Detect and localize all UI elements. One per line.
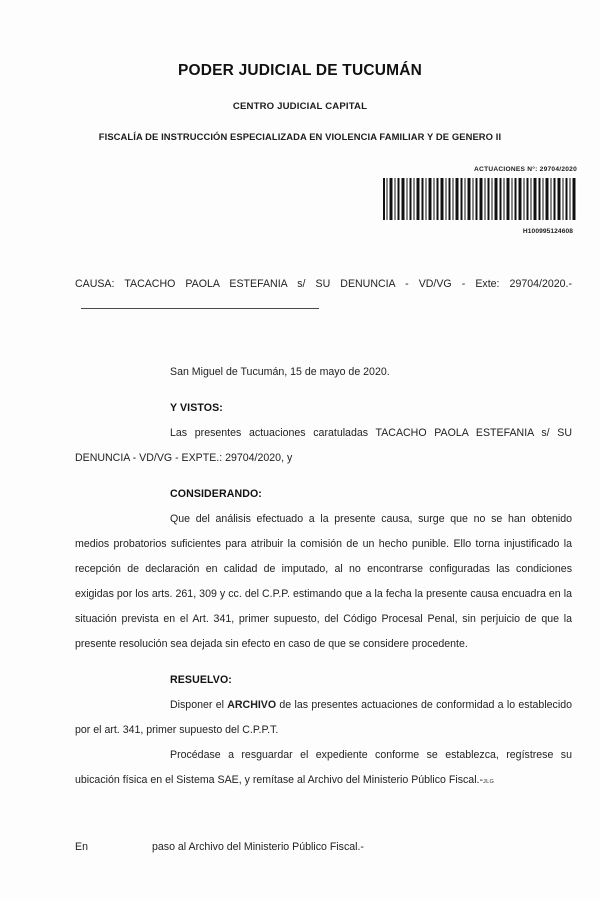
barcode-block	[367, 166, 577, 235]
footer-text: paso al Archivo del Ministerio Público Fiscal.-	[152, 841, 364, 853]
date-line: San Miguel de Tucumán, 15 de mayo de 2020.	[170, 366, 390, 378]
barcode-icon	[382, 178, 577, 220]
footer-note	[75, 838, 572, 856]
archivo-keyword: ARCHIVO	[227, 699, 277, 711]
resuelvo-paragraph	[75, 693, 572, 743]
footer-en-label: En	[75, 841, 88, 853]
resuelvo-text-post: de las presentes actuaciones de conformidad a lo establecido por el art. 341, primer supuesto del C.P.P.T.	[75, 699, 572, 736]
procedase-text: Procédase a resguardar el expediente conforme se establezca, regístrese su ubicación física en el Sistema SAE, y remítase al Archivo del Ministerio Público Fiscal.-	[75, 749, 572, 786]
considerando-paragraph	[75, 507, 572, 657]
causa-paragraph	[75, 272, 572, 347]
vistos-text: Las presentes actuaciones caratuladas TACACHO PAOLA ESTEFANIA s/ SU DENUNCIA - VD/VG - EXPTE.: 29704/2020, y	[75, 427, 572, 464]
fiscalia-subtitle: FISCALÍA DE INSTRUCCIÓN ESPECIALIZADA EN VIOLENCIA FAMILIAR Y DE GENERO II	[98, 131, 502, 142]
actuaciones-number-label: ACTUACIONES N°: 29704/2020	[474, 166, 577, 173]
document-header	[0, 0, 600, 142]
heading-considerando: CONSIDERANDO:	[170, 488, 262, 500]
procedase-paragraph	[75, 743, 572, 795]
causa-text: CAUSA: TACACHO PAOLA ESTEFANIA s/ SU DENUNCIA - VD/VG - Exte: 29704/2020.-	[75, 278, 572, 290]
considerando-text: Que del análisis efectuado a la presente causa, surge que no se han obtenido medios probatorios suficientes para atribuir la comisión de un hecho punible. Ello torna injustificado la recepción de declaración en calidad de imputado, al no encontrarse configuradas las condiciones exigidas por los arts. 261, 309 y cc. del C.P.P. estimando que a la fecha la presente causa encuadra en la situación prevista en el Art. 341, primer supuesto, del Código Procesal Penal, sin perjuicio de que la presente resolución sea dejada sin efecto en caso de que se considere procedente.	[75, 513, 572, 650]
judicial-center-subtitle: CENTRO JUDICIAL CAPITAL	[232, 101, 368, 112]
organization-title: PODER JUDICIAL DE TUCUMÁN	[177, 62, 423, 79]
heading-resuelvo: RESUELVO:	[170, 674, 232, 686]
barcode-code-text: H100995124608	[522, 228, 573, 235]
vistos-paragraph	[75, 421, 572, 471]
document-body	[75, 272, 572, 795]
resuelvo-text-pre: Disponer el	[170, 699, 228, 711]
causa-fill-rule	[81, 308, 319, 309]
clerk-initials: JLG	[483, 779, 495, 785]
heading-y-vistos: Y VISTOS:	[170, 402, 223, 414]
